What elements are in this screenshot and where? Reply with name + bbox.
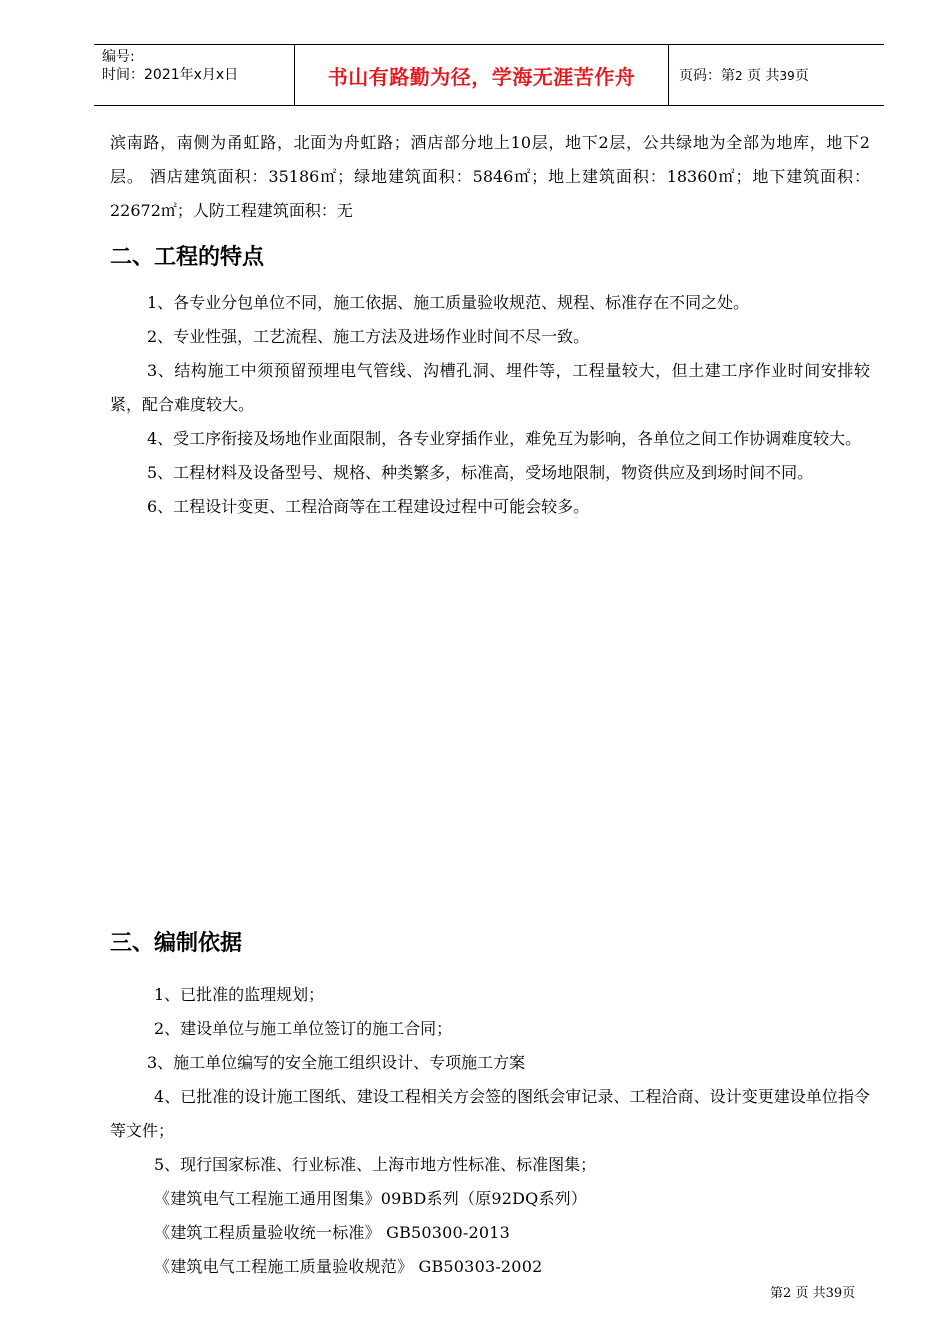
- header-page-suffix: 页: [794, 68, 809, 84]
- footer-mid: 页 共: [795, 1286, 826, 1301]
- header-page-number: [679, 65, 884, 85]
- page-footer: [770, 1282, 855, 1301]
- reference-standard: 《建筑工程质量验收统一标准》 GB50300-2013: [154, 1223, 511, 1242]
- reference-standard: 《建筑电气工程施工质量验收规范》 GB50303-2002: [154, 1257, 543, 1276]
- intro-paragraph: 滨南路，南侧为甬虹路，北面为舟虹路；酒店部分地上10层，地下2层，公共绿地为全部为地库，地下2层。 酒店建筑面积：35186㎡；绿地建筑面积：5846㎡；地上建筑面积：18360㎡；地下建筑面积：22672㎡；人防工程建筑面积：无: [110, 133, 870, 220]
- header-motto: 书山有路勤为径，学海无涯苦作舟: [327, 64, 636, 89]
- basis-list: [110, 978, 870, 1284]
- header-meta: [94, 45, 295, 105]
- basis-item: 4、已批准的设计施工图纸、建设工程相关方会签的图纸会审记录、工程洽商、设计变更建设单位指令等文件；: [110, 1087, 870, 1140]
- feature-item: 3、结构施工中须预留预埋电气管线、沟槽孔洞、埋件等，工程量较大，但土建工序作业时间安排较紧，配合难度较大。: [110, 361, 870, 414]
- feature-item: 5、工程材料及设备型号、规格、种类繁多，标准高，受场地限制，物资供应及到场时间不同。: [147, 463, 814, 482]
- header-page-total: 39: [779, 69, 795, 83]
- reference-standard: 《建筑电气工程施工通用图集》09BD系列（原92DQ系列）: [154, 1189, 588, 1208]
- footer-page-current: 2: [783, 1286, 792, 1301]
- header-page-mid: 页 共: [747, 68, 780, 84]
- basis-item: 2、建设单位与施工单位签订的施工合同；: [154, 1019, 453, 1038]
- page-header: [94, 44, 884, 106]
- basis-item: 3、施工单位编写的安全施工组织设计、专项施工方案: [147, 1053, 526, 1072]
- section-heading-basis: 三、编制依据: [110, 931, 243, 956]
- feature-item: 6、工程设计变更、工程洽商等在工程建设过程中可能会较多。: [147, 497, 590, 516]
- document-number-label: 编号:: [102, 49, 135, 65]
- basis-item: 1、已批准的监理规划；: [154, 985, 325, 1004]
- header-page-prefix: 页码：第: [679, 68, 735, 84]
- document-time-label: 时间：2021年x月x日: [102, 67, 239, 83]
- feature-item: 4、受工序衔接及场地作业面限制，各专业穿插作业，难免互为影响，各单位之间工作协调难度较大。: [147, 429, 862, 448]
- basis-item: 5、现行国家标准、行业标准、上海市地方性标准、标准图集；: [154, 1155, 597, 1174]
- feature-item: 2、专业性强，工艺流程、施工方法及进场作业时间不尽一致。: [147, 327, 590, 346]
- header-page-info: [669, 45, 884, 105]
- header-motto-cell: [295, 45, 669, 105]
- footer-prefix: 第: [770, 1286, 784, 1301]
- header-page-current: 2: [735, 69, 743, 83]
- section-heading-features: 二、工程的特点: [110, 245, 265, 270]
- footer-page-total: 39: [825, 1286, 843, 1301]
- document-body: [110, 126, 870, 1276]
- footer-suffix: 页: [842, 1286, 856, 1301]
- feature-item: 1、各专业分包单位不同，施工依据、施工质量验收规范、规程、标准存在不同之处。: [147, 293, 750, 312]
